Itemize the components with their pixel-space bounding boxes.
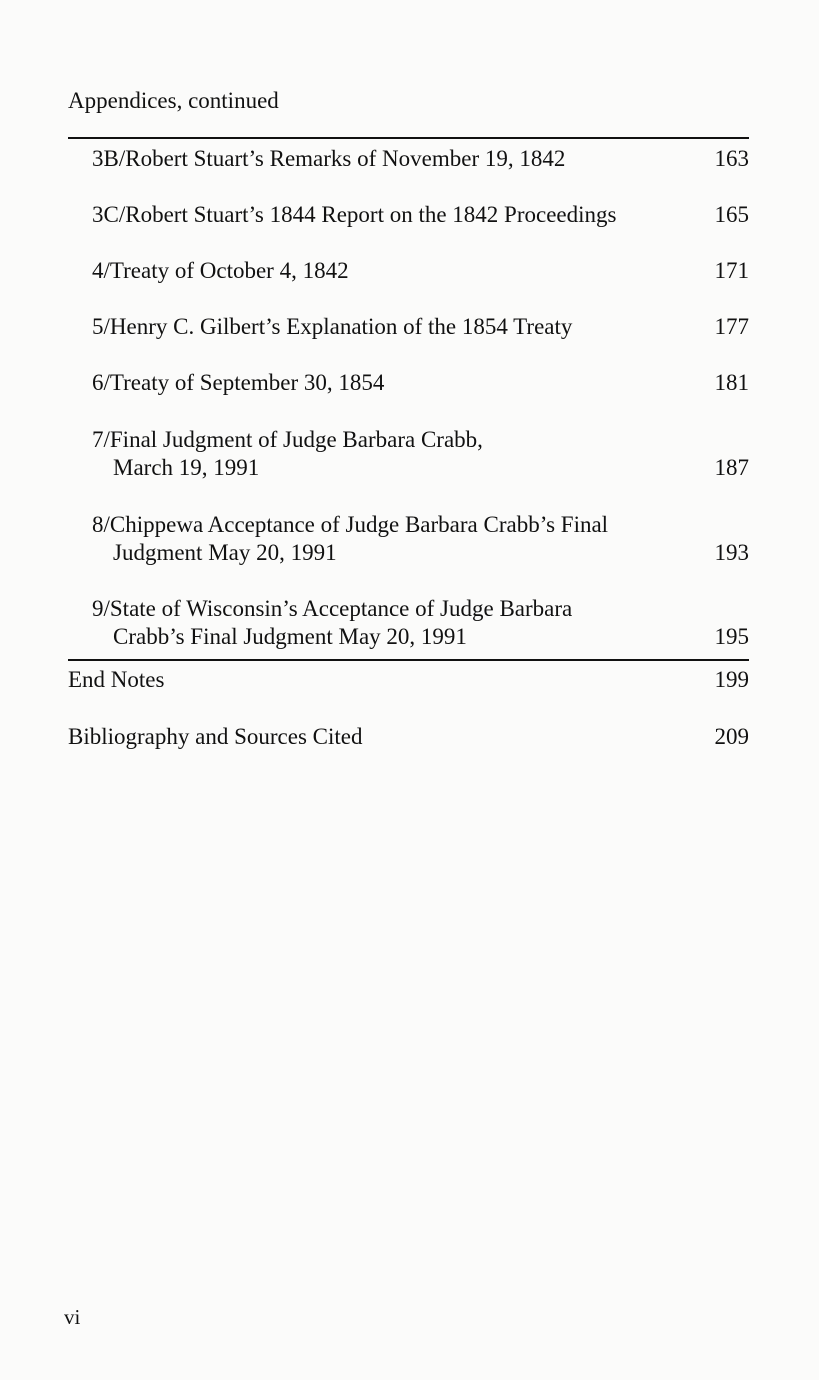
toc-entry-page: 199 <box>714 667 749 692</box>
toc-entry <box>92 511 749 567</box>
toc-entry-title: Bibliography and Sources Cited <box>68 724 363 749</box>
toc-entry-page: 171 <box>714 258 749 283</box>
section-rule <box>68 659 749 661</box>
toc-entry <box>92 426 749 482</box>
toc-entry-page: 209 <box>714 724 749 749</box>
toc-entry <box>92 257 749 285</box>
toc-entry <box>92 313 749 341</box>
toc-entry-title: 6/Treaty of September 30, 1854 <box>92 370 385 395</box>
toc-entry <box>92 595 749 651</box>
toc-entry-page: 187 <box>714 455 749 480</box>
toc-entry-title: 5/Henry C. Gilbert’s Explanation of the 1854 Treaty <box>92 314 573 339</box>
toc-entry-title: 4/Treaty of October 4, 1842 <box>92 258 349 283</box>
toc-entry-page: 163 <box>714 146 749 171</box>
toc-entry-bibliography <box>68 723 749 751</box>
toc-entry-page: 195 <box>714 624 749 649</box>
toc-entry-title: 3B/Robert Stuart’s Remarks of November 19, 1842 <box>92 146 566 171</box>
toc-entry <box>92 201 749 229</box>
top-rule <box>68 137 749 139</box>
toc-entry-page: 193 <box>714 540 749 565</box>
toc-entry-page: 181 <box>714 370 749 395</box>
toc-entry-title: 7/Final Judgment of Judge Barbara Crabb, March 19, 1991 <box>92 427 483 480</box>
toc-entry-page: 165 <box>714 202 749 227</box>
toc-entry <box>92 145 749 173</box>
toc-entry-title: 8/Chippewa Acceptance of Judge Barbara Crabb’s Final Judgment May 20, 1991 <box>92 512 609 565</box>
page-folio: vi <box>64 1305 81 1329</box>
toc-entry-title: End Notes <box>68 667 165 692</box>
toc-entry-title: 9/State of Wisconsin’s Acceptance of Judge Barbara Crabb’s Final Judgment May 20, 1991 <box>92 596 573 649</box>
toc-entry-end-notes <box>68 666 749 694</box>
section-heading: Appendices, continued <box>68 88 279 113</box>
toc-entry <box>92 369 749 397</box>
toc-entry-title: 3C/Robert Stuart’s 1844 Report on the 1842 Proceedings <box>92 202 617 227</box>
toc-entry-page: 177 <box>714 314 749 339</box>
